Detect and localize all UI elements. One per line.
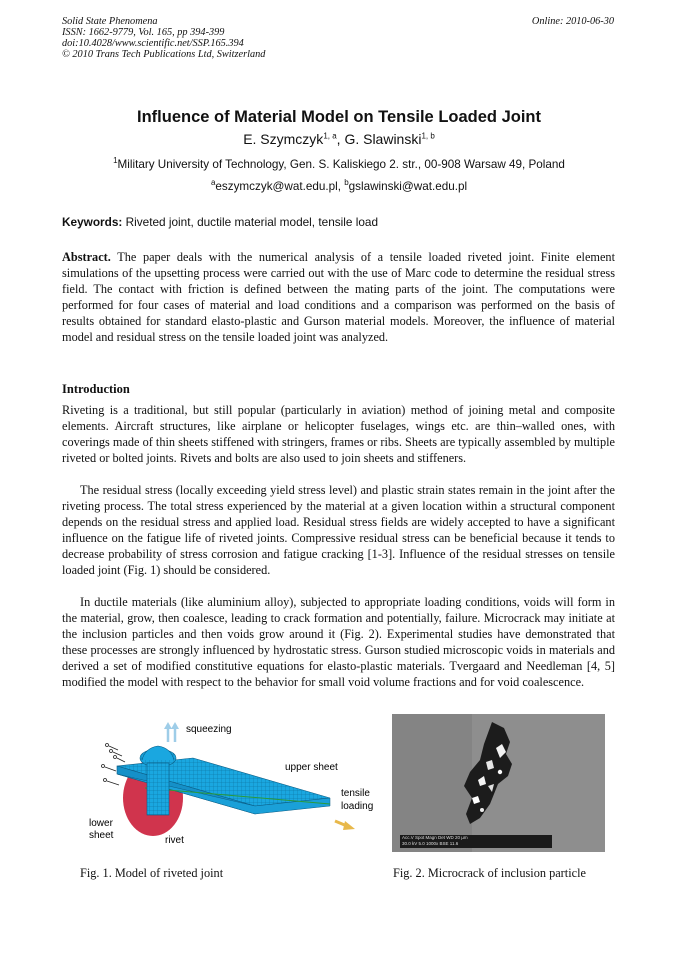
- author-separator: ,: [336, 131, 345, 147]
- intro-paragraph-3: In ductile materials (like aluminium alloy), subjected to appropriate loading conditions, voids will form in the material, grow, then coalesce, leading to crack formation and potentially, failure. Microcrack may initiate at the inclusion particles and then voids grow around it (Fig. 2). Experimental studies have demonstrated that these processes are strongly influenced by hydrostatic stress. Gurson studied microscopic voids in materials and derived a set of modified constitutive equations for elasto-plastic materials. Tvergaard and Needleman [4, 5] modified the model with respect to the behavior for small void volume fractions and for void coalescence.: [62, 595, 615, 689]
- affiliation-text: Military University of Technology, Gen. S. Kaliskiego 2. str., 00-908 Warsaw 49, Poland: [117, 158, 565, 171]
- tensile-arrow-icon: [335, 821, 355, 830]
- sem-info-line-1: Acc.V Spot Magn Det WD 20 µm: [402, 835, 468, 840]
- sem-info-bar: [400, 835, 552, 848]
- intro-heading: Introduction: [62, 382, 130, 396]
- journal-copyright: © 2010 Trans Tech Publications Ltd, Switzerland: [62, 49, 266, 60]
- email-b[interactable]: gslawinski@wat.edu.pl: [348, 180, 468, 193]
- emails-line: [0, 180, 678, 193]
- intro-paragraph-2: The residual stress (locally exceeding yield stress level) and plastic strain states remain in the joint after the riveting process. The total stress experienced by the material at a given location within a structural component depends on the residual stress and applied load. Residual stress fields are widely accepted to have a significant influence on the fatigue life of riveted joints. Compressive residual stress can be beneficial because it tends to decrease probability of stress corrosion and fatigue cracking [1-3]. Influence of the residual stresses on tensile loaded joint (Fig. 1) should be considered.: [62, 483, 615, 577]
- squeezing-arrow-icon: [164, 722, 179, 742]
- abstract-label: Abstract.: [62, 250, 111, 264]
- label-rivet: rivet: [165, 835, 184, 846]
- author-1: E. Szymczyk: [243, 131, 324, 147]
- figure-1-riveted-joint-model: [85, 718, 385, 863]
- online-date: Online: 2010-06-30: [531, 16, 614, 27]
- figure-2-sem-image: [392, 714, 605, 852]
- email-b-sup: b: [344, 178, 349, 188]
- journal-name: Solid State Phenomena: [62, 16, 158, 27]
- label-squeezing: squeezing: [186, 724, 232, 735]
- sem-info-line-2: 30.0 kV 5.0 1000x BSE 11.6: [402, 841, 459, 846]
- affiliation: [0, 158, 678, 171]
- label-loading: loading: [341, 801, 374, 812]
- label-sheet: sheet: [89, 830, 114, 841]
- keywords: [62, 215, 378, 229]
- author-2: G. Slawinski: [344, 131, 422, 147]
- email-a-sup: a: [210, 178, 216, 188]
- figure-1-caption: Fig. 1. Model of riveted joint: [80, 866, 224, 880]
- keywords-label: Keywords:: [62, 215, 123, 229]
- authors-line: [0, 131, 678, 147]
- abstract: [62, 249, 615, 345]
- label-upper-sheet: upper sheet: [285, 762, 338, 773]
- paper-title: Influence of Material Model on Tensile Loaded Joint: [137, 108, 541, 126]
- author-2-sup: 1, b: [421, 131, 435, 141]
- label-tensile: tensile: [341, 788, 370, 799]
- intro-paragraph-1: Riveting is a traditional, but still popular (particularly in aviation) method of joining metal and composite elements. Aircraft structures, like airplane or helicopter fuselages, wings etc. are thin–walled ones, with coverings made of thin sheets stiffened with stringers, frames or ribs. Sheets are typically assembled by multiple riveted or bolted joints. Rivets and bolts are also used to join sheets and stiffeners.: [62, 403, 615, 465]
- label-lower: lower: [89, 818, 113, 829]
- email-a[interactable]: eszymczyk@wat.edu.pl: [215, 180, 338, 193]
- boundary-condition-icons: [102, 744, 126, 786]
- journal-header: [62, 16, 614, 60]
- email-separator: ,: [337, 180, 345, 193]
- affiliation-sup: 1: [113, 156, 118, 166]
- abstract-text: The paper deals with the numerical analysis of a tensile loaded riveted joint. Finite element simulations of the upsetting process were carried out with the use of Marc code to determine the residual stress field. The contact with friction is defined between the mating parts of the joint. The computations were performed for four cases of material and load conditions and a comparison was performed on the basis of results obtained for standard elasto-plastic and Gurson material models. Moreover, the influence of material model and residual stress on the tensile loaded joint was analyzed.: [62, 250, 615, 344]
- figure-2-caption: Fig. 2. Microcrack of inclusion particle: [393, 866, 586, 880]
- journal-doi[interactable]: doi:10.4028/www.scientific.net/SSP.165.394: [62, 38, 244, 49]
- keywords-text: Riveted joint, ductile material model, tensile load: [122, 215, 379, 229]
- inclusion-particle-graphic: [392, 714, 605, 852]
- author-1-sup: 1, a: [323, 131, 337, 141]
- journal-issn: ISSN: 1662-9779, Vol. 165, pp 394-399: [62, 27, 225, 38]
